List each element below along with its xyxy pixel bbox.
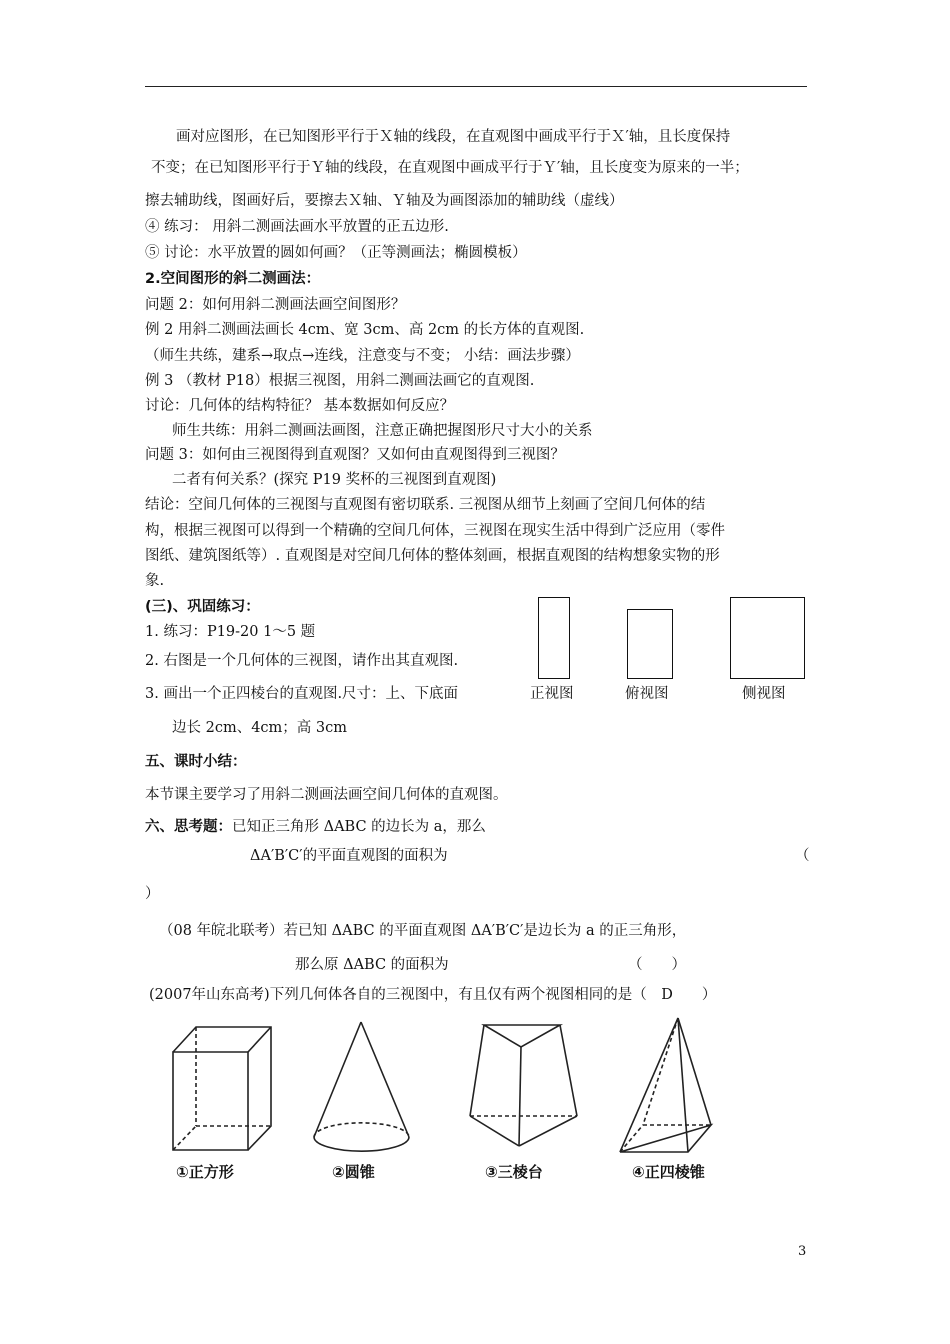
bracket-open: （ <box>795 848 810 864</box>
frustum-label: ③三棱台 <box>485 1163 543 1181</box>
text-line: 二者有何关系？(探究 P19 奖杯的三视图到直观图) <box>172 472 497 488</box>
cone-label: ②圆锥 <box>332 1163 375 1181</box>
text-line: 师生共练：用斜二测画法画图，注意正确把握图形尺寸大小的关系 <box>172 423 593 439</box>
cone-shape <box>314 1022 409 1151</box>
answer-bracket: （ ） <box>628 957 686 973</box>
text-line: 画对应图形，在已知图形平行于Ｘ轴的线段，在直观图中画成平行于Ｘ′轴，且长度保持 <box>176 129 731 145</box>
text-line: (2007年山东高考)下列几何体各自的三视图中，有且仅有两个视图相同的是（ D ） <box>149 987 717 1003</box>
text-line: 那么原 ΔABC 的面积为 <box>295 957 449 973</box>
top-view-label: 俯视图 <box>625 686 669 702</box>
text-line: ΔA′B′C′的平面直观图的面积为 <box>250 848 448 864</box>
text-line: （08 年皖北联考）若已知 ΔABC 的平面直观图 ΔA′B′C′是边长为 a 的正三角形， <box>159 923 687 939</box>
text-line: 结论：空间几何体的三视图与直观图有密切联系. 三视图从细节上刻画了空间几何体的结 <box>145 497 706 513</box>
text-line: 构，根据三视图可以得到一个精确的空间几何体，三视图在现实生活中得到广泛应用（零件 <box>145 523 725 539</box>
text-line: 例 3 （教材 P18）根据三视图，用斜二测画法画它的直观图. <box>145 373 535 389</box>
text-line: 象. <box>145 573 165 589</box>
frustum-shape <box>470 1025 577 1146</box>
text-line: 问题 2：如何用斜二测画法画空间图形？ <box>145 297 406 313</box>
front-view-label: 正视图 <box>530 686 574 702</box>
text-line: 2. 右图是一个几何体的三视图，请作出其直观图. <box>145 653 459 669</box>
text-line: 3. 画出一个正四棱台的直观图.尺寸：上、下底面 <box>145 686 459 702</box>
section-heading: 五、课时小结： <box>145 754 247 770</box>
text-line: 边长 2cm、4cm；高 3cm <box>172 720 348 736</box>
text-line: 例 2 用斜二测画法画长 4cm、宽 3cm、高 2cm 的长方体的直观图. <box>145 322 585 338</box>
text-line: 图纸、建筑图纸等）. 直观图是对空间几何体的整体刻画，根据直观图的结构想象实物的形 <box>145 548 720 564</box>
text-line: ④ 练习： 用斜二测画法画水平放置的正五边形. <box>145 219 449 235</box>
page-number: 3 <box>798 1244 807 1259</box>
section-heading: (三)、巩固练习： <box>145 599 260 615</box>
text-line: 1. 练习：P19-20 1～5 题 <box>145 624 316 640</box>
section-heading: 2.空间图形的斜二测画法： <box>145 271 321 287</box>
text-line: 擦去辅助线，图画好后，要擦去Ｘ轴、Ｙ轴及为画图添加的辅助线（虚线） <box>145 193 624 209</box>
bracket-close: ） <box>145 886 160 902</box>
text-line: ⑤ 讨论：水平放置的圆如何画？（正等测画法；椭圆模板） <box>145 245 527 261</box>
pyramid-shape <box>620 1018 711 1152</box>
question-text: 已知正三角形 ΔABC 的边长为 a，那么 <box>232 819 486 835</box>
pyramid-label: ④正四棱锥 <box>632 1163 705 1181</box>
text-line: 不变；在已知图形平行于Ｙ轴的线段，在直观图中画成平行于Ｙ′轴，且长度变为原来的一半； <box>151 160 749 176</box>
cube-label: ①正方形 <box>176 1163 234 1181</box>
text-line: （师生共练，建系→取点→连线，注意变与不变； 小结：画法步骤） <box>145 348 580 364</box>
side-view-label: 侧视图 <box>742 686 786 702</box>
text-line: 讨论：几何体的结构特征？ 基本数据如何反应？ <box>145 398 455 414</box>
cube-shape <box>173 1027 271 1150</box>
section-heading: 六、思考题： <box>145 819 232 835</box>
text-line: 问题 3：如何由三视图得到直观图？又如何由直观图得到三视图？ <box>145 447 565 463</box>
text-line: 本节课主要学习了用斜二测画法画空间几何体的直观图。 <box>145 787 508 803</box>
